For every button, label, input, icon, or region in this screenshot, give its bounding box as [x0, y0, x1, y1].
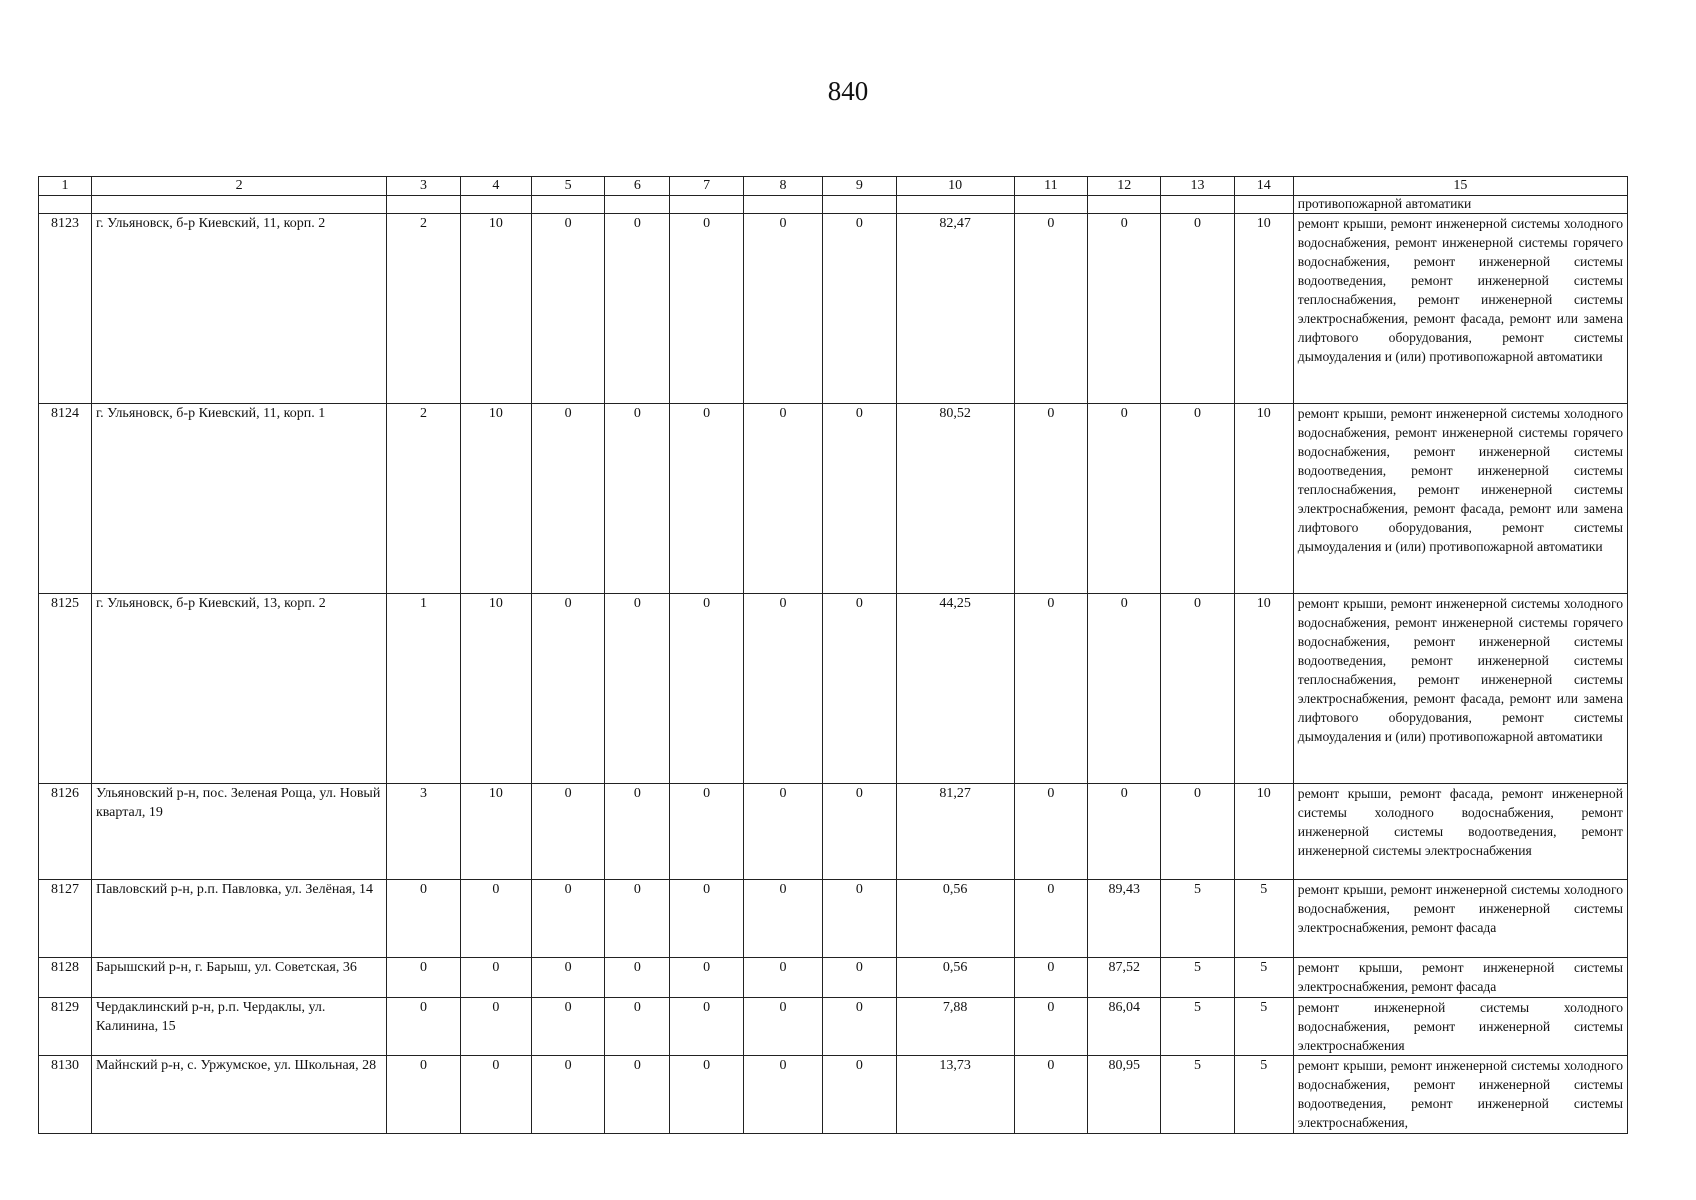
row-works: ремонт крыши, ремонт фасада, ремонт инженерной системы холодного водоснабжения, ремонт инженерной системы водоотведения, ремонт инженерной системы электроснабжения: [1293, 784, 1627, 880]
cell-c12: 86,04: [1088, 998, 1161, 1056]
cell-c3: 2: [387, 214, 460, 404]
cell-c9: 0: [823, 594, 896, 784]
cell-c6: 0: [605, 958, 670, 998]
cell-c11: 0: [1014, 214, 1087, 404]
cell-c4: 0: [460, 1056, 531, 1134]
column-number: 12: [1088, 177, 1161, 196]
cell-c8: 0: [743, 958, 822, 998]
cell-c13: 5: [1161, 880, 1234, 958]
cell-c5: 0: [531, 958, 604, 998]
cell-c11: 0: [1014, 1056, 1087, 1134]
row-works: ремонт крыши, ремонт инженерной системы холодного водоснабжения, ремонт инженерной системы горячего водоснабжения, ремонт инженерной системы водоотведения, ремонт инженерной системы теплоснабжения, ремонт инженерной системы электроснабжения, ремонт фасада, ремонт или замена лифтового оборудования, ремонт системы дымоудаления и (или) противопожарной автоматики: [1293, 404, 1627, 594]
cell-c6: 0: [605, 784, 670, 880]
cell-c5: 0: [531, 594, 604, 784]
cell-c11: 0: [1014, 880, 1087, 958]
row-works: ремонт инженерной системы холодного водоснабжения, ремонт инженерной системы электроснабжения: [1293, 998, 1627, 1056]
cell-c14: 10: [1234, 784, 1293, 880]
cell-c14: 10: [1234, 594, 1293, 784]
cell-c11: 0: [1014, 404, 1087, 594]
cell-c5: 0: [531, 214, 604, 404]
table-row: [39, 880, 1628, 958]
register-table: [38, 176, 1628, 1134]
column-number: 3: [387, 177, 460, 196]
row-works: ремонт крыши, ремонт инженерной системы холодного водоснабжения, ремонт инженерной системы горячего водоснабжения, ремонт инженерной системы водоотведения, ремонт инженерной системы теплоснабжения, ремонт инженерной системы электроснабжения, ремонт фасада, ремонт или замена лифтового оборудования, ремонт системы дымоудаления и (или) противопожарной автоматики: [1293, 594, 1627, 784]
cell-c11: 0: [1014, 958, 1087, 998]
cell-c14: 5: [1234, 998, 1293, 1056]
cell-c5: 0: [531, 1056, 604, 1134]
table-row: [39, 998, 1628, 1056]
cell-c9: 0: [823, 998, 896, 1056]
cell-c4: 10: [460, 784, 531, 880]
cell-c7: 0: [670, 594, 743, 784]
column-number: 5: [531, 177, 604, 196]
cell-c6: 0: [605, 998, 670, 1056]
cell-c4: 10: [460, 404, 531, 594]
cell-c7: 0: [670, 404, 743, 594]
cell-c5: 0: [531, 998, 604, 1056]
cell-c10: 0,56: [896, 958, 1014, 998]
cell-c6: 0: [605, 880, 670, 958]
row-id: 8125: [39, 594, 92, 784]
cell-c8: 0: [743, 594, 822, 784]
cell-c10: 82,47: [896, 214, 1014, 404]
cell-c7: 0: [670, 998, 743, 1056]
cell-c8: 0: [743, 880, 822, 958]
column-number: 15: [1293, 177, 1627, 196]
table-row: [39, 594, 1628, 784]
cell-c5: 0: [531, 404, 604, 594]
cell-c12: 0: [1088, 214, 1161, 404]
cell-c13: 5: [1161, 958, 1234, 998]
cell-c10: 0,56: [896, 880, 1014, 958]
row-id: 8129: [39, 998, 92, 1056]
cell-c8: 0: [743, 998, 822, 1056]
cell-c4: 0: [460, 880, 531, 958]
column-number: 7: [670, 177, 743, 196]
cell-c3: 2: [387, 404, 460, 594]
row-works: ремонт крыши, ремонт инженерной системы холодного водоснабжения, ремонт инженерной системы горячего водоснабжения, ремонт инженерной системы водоотведения, ремонт инженерной системы теплоснабжения, ремонт инженерной системы электроснабжения, ремонт фасада, ремонт или замена лифтового оборудования, ремонт системы дымоудаления и (или) противопожарной автоматики: [1293, 214, 1627, 404]
cell-c9: 0: [823, 214, 896, 404]
cell-c6: 0: [605, 404, 670, 594]
cell-c13: 5: [1161, 1056, 1234, 1134]
cell-c3: 0: [387, 958, 460, 998]
cell-c3: 3: [387, 784, 460, 880]
row-works: ремонт крыши, ремонт инженерной системы холодного водоснабжения, ремонт инженерной системы водоотведения, ремонт инженерной системы электроснабжения,: [1293, 1056, 1627, 1134]
cell-c10: 80,52: [896, 404, 1014, 594]
column-number: 6: [605, 177, 670, 196]
cell-c3: 1: [387, 594, 460, 784]
cell-c5: 0: [531, 880, 604, 958]
cell-c11: 0: [1014, 594, 1087, 784]
cell-c11: 0: [1014, 784, 1087, 880]
column-number: 8: [743, 177, 822, 196]
cell-c13: 0: [1161, 594, 1234, 784]
row-address: г. Ульяновск, б-р Киевский, 13, корп. 2: [91, 594, 386, 784]
table-row: [39, 1056, 1628, 1134]
cell-c6: 0: [605, 1056, 670, 1134]
cell-c9: 0: [823, 784, 896, 880]
cell-c10: 7,88: [896, 998, 1014, 1056]
cell-c3: 0: [387, 998, 460, 1056]
cell-c8: 0: [743, 1056, 822, 1134]
cell-c9: 0: [823, 404, 896, 594]
cell-c14: 5: [1234, 1056, 1293, 1134]
row-id: 8130: [39, 1056, 92, 1134]
column-number: 11: [1014, 177, 1087, 196]
column-number: 10: [896, 177, 1014, 196]
cell-c4: 10: [460, 594, 531, 784]
row-id: 8126: [39, 784, 92, 880]
row-address: Павловский р-н, р.п. Павловка, ул. Зелёная, 14: [91, 880, 386, 958]
row-id: 8128: [39, 958, 92, 998]
continuation-text: противопожарной автоматики: [1293, 196, 1627, 214]
row-address: г. Ульяновск, б-р Киевский, 11, корп. 2: [91, 214, 386, 404]
cell-c12: 0: [1088, 404, 1161, 594]
cell-c9: 0: [823, 958, 896, 998]
page-number: 840: [827, 76, 869, 106]
cell-c10: 81,27: [896, 784, 1014, 880]
row-address: Ульяновский р-н, пос. Зеленая Роща, ул. Новый квартал, 19: [91, 784, 386, 880]
cell-c13: 5: [1161, 998, 1234, 1056]
cell-c9: 0: [823, 880, 896, 958]
cell-c14: 5: [1234, 958, 1293, 998]
row-works: ремонт крыши, ремонт инженерной системы холодного водоснабжения, ремонт инженерной системы электроснабжения, ремонт фасада: [1293, 880, 1627, 958]
cell-c14: 10: [1234, 404, 1293, 594]
cell-c7: 0: [670, 214, 743, 404]
row-address: Барышский р-н, г. Барыш, ул. Советская, 36: [91, 958, 386, 998]
row-address: Чердаклинский р-н, р.п. Чердаклы, ул. Калинина, 15: [91, 998, 386, 1056]
column-number: 13: [1161, 177, 1234, 196]
cell-c8: 0: [743, 214, 822, 404]
cell-c13: 0: [1161, 784, 1234, 880]
cell-c7: 0: [670, 958, 743, 998]
column-number: 9: [823, 177, 896, 196]
column-number-row: [39, 177, 1628, 196]
row-id: 8123: [39, 214, 92, 404]
row-id: 8124: [39, 404, 92, 594]
cell-c12: 89,43: [1088, 880, 1161, 958]
cell-c13: 0: [1161, 404, 1234, 594]
cell-c3: 0: [387, 880, 460, 958]
cell-c7: 0: [670, 784, 743, 880]
row-works: ремонт крыши, ремонт инженерной системы электроснабжения, ремонт фасада: [1293, 958, 1627, 998]
table-row: [39, 214, 1628, 404]
cell-c13: 0: [1161, 214, 1234, 404]
cell-c8: 0: [743, 404, 822, 594]
cell-c12: 80,95: [1088, 1056, 1161, 1134]
cell-c4: 0: [460, 958, 531, 998]
column-number: 4: [460, 177, 531, 196]
cell-c14: 5: [1234, 880, 1293, 958]
cell-c6: 0: [605, 214, 670, 404]
cell-c12: 0: [1088, 594, 1161, 784]
cell-c11: 0: [1014, 998, 1087, 1056]
cell-c10: 44,25: [896, 594, 1014, 784]
cell-c4: 0: [460, 998, 531, 1056]
cell-c7: 0: [670, 1056, 743, 1134]
continuation-row: [39, 196, 1628, 214]
cell-c8: 0: [743, 784, 822, 880]
table-row: [39, 958, 1628, 998]
cell-c5: 0: [531, 784, 604, 880]
row-address: Майнский р-н, с. Уржумское, ул. Школьная, 28: [91, 1056, 386, 1134]
cell-c9: 0: [823, 1056, 896, 1134]
cell-c14: 10: [1234, 214, 1293, 404]
column-number: 2: [91, 177, 386, 196]
cell-c3: 0: [387, 1056, 460, 1134]
table-row: [39, 404, 1628, 594]
cell-c12: 0: [1088, 784, 1161, 880]
cell-c10: 13,73: [896, 1056, 1014, 1134]
cell-c6: 0: [605, 594, 670, 784]
row-id: 8127: [39, 880, 92, 958]
table-row: [39, 784, 1628, 880]
row-address: г. Ульяновск, б-р Киевский, 11, корп. 1: [91, 404, 386, 594]
column-number: 1: [39, 177, 92, 196]
cell-c7: 0: [670, 880, 743, 958]
cell-c12: 87,52: [1088, 958, 1161, 998]
cell-c4: 10: [460, 214, 531, 404]
column-number: 14: [1234, 177, 1293, 196]
